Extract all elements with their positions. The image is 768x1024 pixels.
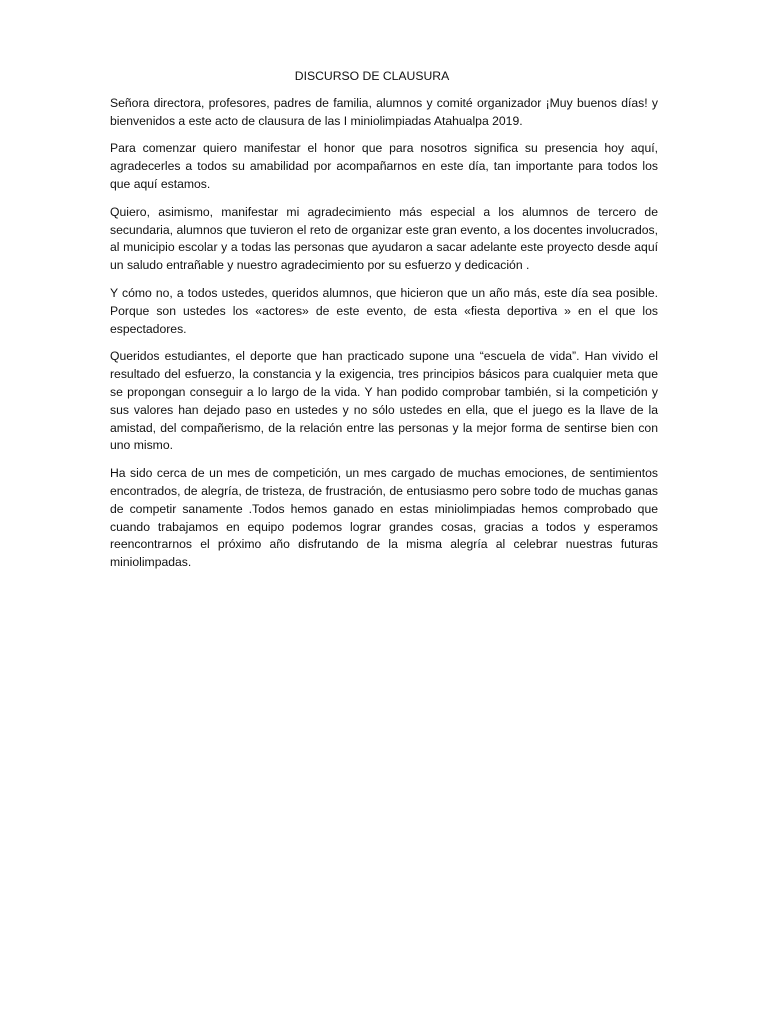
paragraph-students: Y cómo no, a todos ustedes, queridos alumnos, que hicieron que un año más, este día sea posible. Porque son ustedes los «actores» de este evento, de esta «fiesta deportiva » en el que los espectadores. xyxy=(110,285,658,336)
document-body xyxy=(110,68,658,582)
paragraph-sport-values: Queridos estudiantes, el deporte que han practicado supone una “escuela de vida”. Han vivido el resultado del esfuerzo, la constancia y la exigencia, tres principios básicos para cualquier meta que se propongan conseguir a lo largo de la vida. Y han podido comprobar también, si la competición y sus valores han dejado paso en ustedes y no sólo ustedes en ella, que el juego es la llave de la amistad, del compañerismo, de la relación entre las personas y la mejor forma de sentirse bien con uno mismo. xyxy=(110,349,658,453)
document-title: DISCURSO DE CLAUSURA xyxy=(294,69,450,83)
paragraph-honor: Para comenzar quiero manifestar el honor que para nosotros significa su presencia hoy aquí, agradecerles a todos su amabilidad por acompañarnos en este día, tan importante para todos los que aquí estamos. xyxy=(110,141,658,191)
paragraph-closing: Ha sido cerca de un mes de competición, un mes cargado de muchas emociones, de sentimientos encontrados, de alegría, de tristeza, de frustración, de entusiasmo pero sobre todo de muchas ganas de competir sanamente .Todos hemos ganado en estas miniolimpiadas hemos comprobado que cuando trabajamos en equipo podemos lograr grandes cosas, gracias a todos y esperamos reencontrarnos el próximo año disfrutando de la misma alegría al celebrar nuestras futuras miniolimpadas. xyxy=(110,466,658,570)
paragraph-greeting: Señora directora, profesores, padres de familia, alumnos y comité organizador ¡Muy buenos días! y bienvenidos a este acto de clausura de las I miniolimpiadas Atahualpa 2019. xyxy=(110,95,658,128)
paragraph-thanks: Quiero, asimismo, manifestar mi agradecimiento más especial a los alumnos de tercero de secundaria, alumnos que tuvieron el reto de organizar este gran evento, a los docentes involucrados, al municipio escolar y a todas las personas que ayudaron a sacar adelante este proyecto desde aquí un saludo entrañable y nuestro agradecimiento por su esfuerzo y dedicación . xyxy=(110,204,658,273)
